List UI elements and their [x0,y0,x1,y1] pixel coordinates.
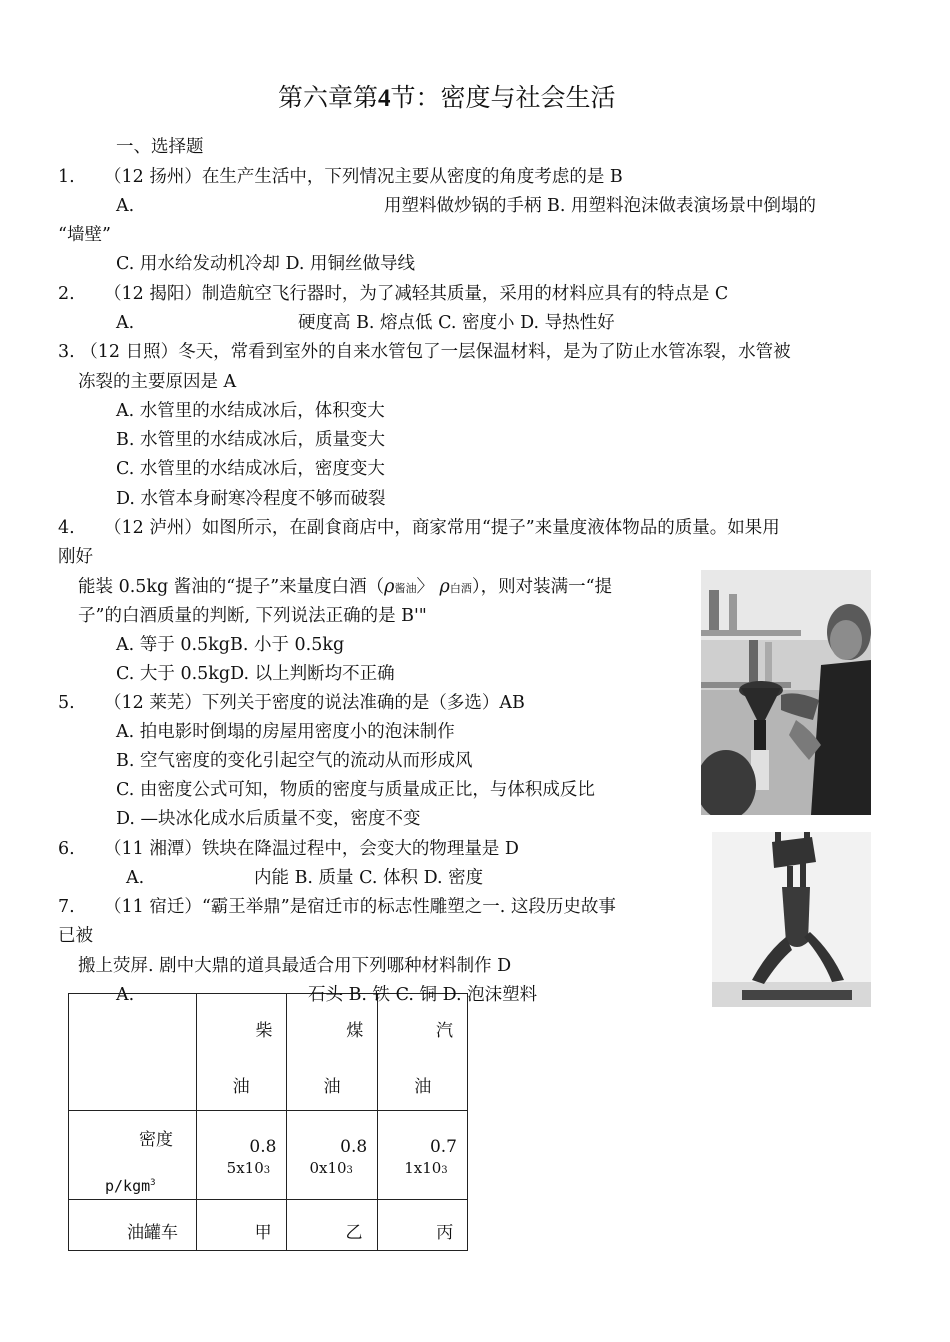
table-header-diesel [196,994,287,1111]
density-table [68,993,468,1251]
density-kerosene-cell [287,1111,378,1200]
header-kerosene-char2: 油 [323,1077,341,1097]
rho-subscript-liquor: 白酒 [449,582,472,595]
table-header-gasoline [378,994,468,1111]
q6-stem: （11 湘潭）铁块在降温过程中，会变大的物理量是 D [104,839,519,859]
rho-subscript-soy: 酱油 [394,582,417,595]
density-gasoline-mantissa: 0.7 [429,1137,457,1157]
q4-stem: （12 泸州）如图所示，在副食商店中，商家常用“提子”来量度液体物品的质量。如果用 [104,518,780,538]
q4-line2-start: 能装 0.5kg 酱油的“提子”来量度白酒（ [78,577,385,597]
q4-line2-end: ），则对装满一“提 [471,577,613,597]
q3-stem-line2: 冻裂的主要原因是 A [78,372,237,392]
statue-photo [712,832,871,1007]
header-gasoline-char1: 汽 [436,1021,453,1041]
header-gasoline-char2: 油 [414,1077,432,1097]
q7-number: 7. [58,897,75,917]
q2-stem: （12 揭阳）制造航空飞行器时，为了减轻其质量，采用的材料应具有的特点是 C [104,284,729,304]
tanker-a-cell [196,1200,287,1251]
q5-stem: （12 莱芜）下列关于密度的说法准确的是（多选）AB [104,693,525,713]
density-diesel-mantissa: 0.8 [249,1137,277,1157]
density-diesel-exponent: 3 [263,1165,271,1176]
q3-option-a: A. 水管里的水结成冰后，体积变大 [116,401,385,421]
tanker-b-cell [287,1200,378,1251]
tanker-b: 乙 [345,1223,363,1243]
tanker-c: 丙 [436,1223,454,1243]
greater-sign: 〉 [416,577,434,597]
q7-line2: 搬上荧屏. 剧中大鼎的道具最适合用下列哪种材料制作 D [78,956,512,976]
q6-number: 6. [58,839,75,859]
header-diesel-char1: 柴 [255,1021,273,1041]
q4-line3: 子”的白酒质量的判断, 下列说法正确的是 B'" [78,606,427,626]
q1-option-b-continued: “墙壁” [58,225,111,245]
title-prefix: 第六章第 [278,83,379,112]
q5-option-c: C. 由密度公式可知，物质的密度与质量成正比，与体积成反比 [116,780,595,800]
q2-number: 2. [58,284,75,304]
q5-option-b: B. 空气密度的变化引起空气的流动从而形成风 [116,751,473,771]
section-heading: 一、选择题 [116,137,204,157]
tanker-c-cell [378,1200,468,1251]
q3-option-b: B. 水管里的水结成冰后，质量变大 [116,430,385,450]
q5-option-d: D. —块冰化成水后质量不变，密度不变 [116,809,421,829]
title-suffix: 节：密度与社会生活 [390,83,616,112]
q4-line2 [78,576,612,600]
density-label: 密度 [139,1130,173,1150]
tanker-row-label [69,1200,197,1251]
table-header-empty [69,994,197,1111]
density-unit [105,1177,156,1195]
q4-stem-continued: 刚好 [58,547,93,567]
density-kerosene-exponent: 3 [346,1165,353,1176]
density-diesel-cell [196,1111,287,1200]
density-kerosene-mantissa: 0.8 [340,1137,368,1157]
density-gasoline-exponent: 3 [441,1165,448,1176]
header-diesel-char2: 油 [232,1077,250,1097]
q1-number: 1. [58,167,75,187]
q2-options: 硬度高 B. 熔点低 C. 密度小 D. 导热性好 [298,313,615,333]
q6-option-letter: A. [126,868,145,888]
shopkeeper-photo [701,570,871,815]
q4-option-a-b: A. 等于 0.5kgB. 小于 0.5kg [116,635,345,655]
q4-option-c-d: C. 大于 0.5kgD. 以上判断均不正确 [116,664,395,684]
q6-options: 内能 B. 质量 C. 体积 D. 密度 [254,868,484,888]
rho-symbol-2: ρ [439,577,450,597]
q3-option-d: D. 水管本身耐寒冷程度不够而破裂 [116,489,386,509]
q1-stem: （12 扬州）在生产生活中，下列情况主要从密度的角度考虑的是 B [104,167,623,187]
q5-option-a: A. 拍电影时倒塌的房屋用密度小的泡沫制作 [116,722,455,742]
density-diesel-base: 5x10 [226,1159,264,1177]
table-header-kerosene [287,994,378,1111]
tanker-a: 甲 [254,1223,272,1243]
q7-stem-continued: 已被 [58,926,93,946]
page-title [278,82,616,115]
density-kerosene-power [309,1159,352,1177]
header-kerosene-char1: 煤 [346,1021,364,1041]
q3-option-c: C. 水管里的水结成冰后，密度变大 [116,459,385,479]
q7-options: 石头 B. 铁 C. 铜 D. 泡沫塑料 [308,985,538,1005]
tanker-label: 油罐车 [127,1223,178,1243]
q7-option-letter: A. [116,985,135,1005]
q1-option-a-b: 用塑料做炒锅的手柄 B. 用塑料泡沫做表演场景中倒塌的 [384,196,817,216]
rho-symbol: ρ [384,577,395,597]
q2-option-letter: A. [116,313,135,333]
title-number: 4 [378,85,391,112]
density-gasoline-cell [378,1111,468,1200]
q1-option-c-d: C. 用水给发动机冷却 D. 用铜丝做导线 [116,254,415,274]
density-row-label [69,1111,197,1200]
density-kerosene-base: 0x10 [309,1159,347,1177]
density-unit-exponent: 3 [150,1178,156,1188]
density-diesel-power [227,1159,270,1177]
q3-stem-line1: 3. （12 日照）冬天，常看到室外的自来水管包了一层保温材料，是为了防止水管冻裂，水管被 [58,342,791,362]
density-unit-text: p/kgm [105,1177,151,1195]
density-gasoline-base: 1x10 [404,1159,442,1177]
q5-number: 5. [58,693,75,713]
q1-option-a-letter: A. [116,196,135,216]
q7-stem: （11 宿迁）“霸王举鼎”是宿迁市的标志性雕塑之一. 这段历史故事 [104,897,616,917]
q4-number: 4. [58,518,75,538]
density-gasoline-power [404,1159,447,1177]
